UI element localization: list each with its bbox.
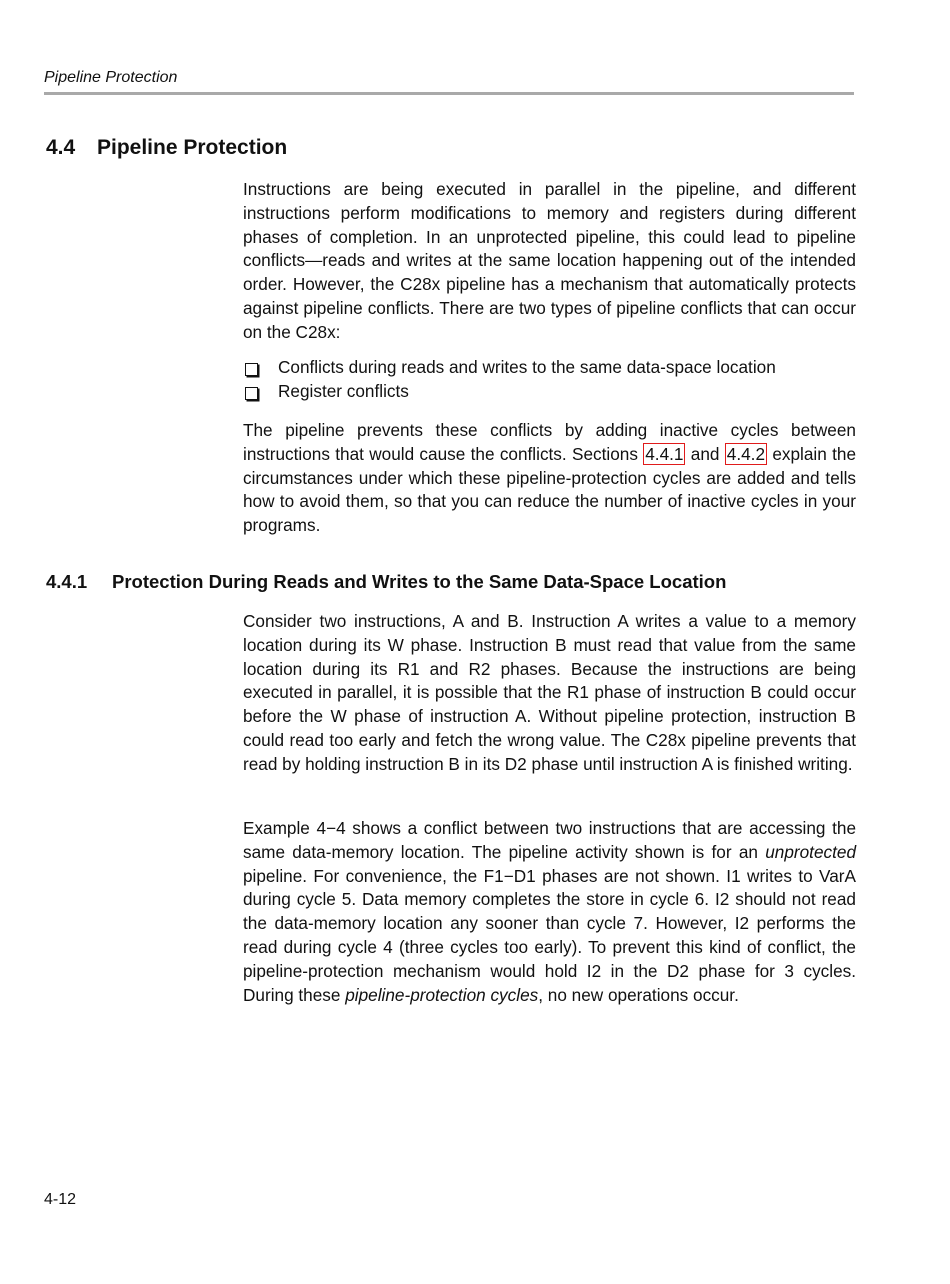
section-number: 4.4 — [46, 136, 76, 159]
checkbox-bullet-icon — [245, 387, 258, 400]
list-item-text: Register conflicts — [278, 381, 409, 401]
paragraph-text: Example 4−4 shows a conflict between two instructions that are accessing the same data-memory location. The pipeline activity shown is for an — [243, 818, 856, 862]
xref-link-4-4-2[interactable]: 4.4.2 — [726, 443, 766, 464]
paragraph-text: pipeline. For convenience, the F1−D1 phases are not shown. I1 writes to VarA during cycle 5. Data memory completes the store in cycle 6. I2 should not read the data-memory location any sooner than cycle 7. However, I2 performs the read during cycle 4 (three cycles too early). To prevent this kind of conflict, the pipeline-protection mechanism would hold I2 in the D2 phase for 3 cycles. During these — [243, 865, 856, 1005]
page-number: 4-12 — [44, 1191, 77, 1208]
section-heading — [46, 136, 287, 160]
paragraph-text: The pipeline prevents these conflicts by adding inactive cycles between instructions that would cause the conflicts. Sections — [243, 420, 856, 464]
conflict-list — [243, 355, 856, 403]
consider-paragraph: Consider two instructions, A and B. Instruction A writes a value to a memory location during its W phase. Instruction B must read that value from the same location during its R1 and R2 phases. Because the instructions are being executed in parallel, it is possible that the R1 phase of instruction B could occur before the W phase of instruction A. Without pipeline protection, instruction B could read too early and fetch the wrong value. The C28x pipeline prevents that read by holding instruction B in its D2 phase until instruction A is finished writing. — [243, 611, 856, 774]
section-title: Pipeline Protection — [97, 136, 288, 159]
list-item — [243, 355, 856, 379]
prevention-paragraph — [243, 419, 856, 538]
subsection-number: 4.4.1 — [46, 571, 88, 592]
paragraph-text: , no new operations occur. — [538, 984, 739, 1005]
list-item — [243, 379, 856, 403]
subsection-title: Protection During Reads and Writes to the Same Data-Space Location — [112, 571, 727, 592]
example-paragraph — [243, 817, 856, 1007]
list-item-text: Conflicts during reads and writes to the same data-space location — [278, 357, 776, 377]
running-header: Pipeline Protection — [44, 69, 178, 86]
checkbox-bullet-icon — [245, 363, 258, 376]
paragraph-text: and — [685, 443, 725, 464]
xref-link-4-4-1[interactable]: 4.4.1 — [645, 443, 684, 464]
emphasis-text: pipeline-protection cycles — [345, 984, 539, 1005]
emphasis-text: unprotected — [765, 841, 856, 862]
intro-paragraph: Instructions are being executed in parallel in the pipeline, and different instructions perform modifications to memory and registers during different phases of completion. In an unprotected pipeline, this could lead to pipeline conflicts—reads and writes at the same location happening out of the intended order. However, the C28x pipeline has a mechanism that automatically protects against pipeline conflicts. There are two types of pipeline conflicts that can occur on the C28x: — [243, 179, 856, 342]
header-rule — [44, 92, 854, 95]
subsection-heading — [46, 571, 726, 593]
paragraph-text: explain the circumstances under which these pipeline-protection cycles are added and tells how to avoid them, so that you can reduce the number of inactive cycles in your programs. — [243, 443, 856, 536]
